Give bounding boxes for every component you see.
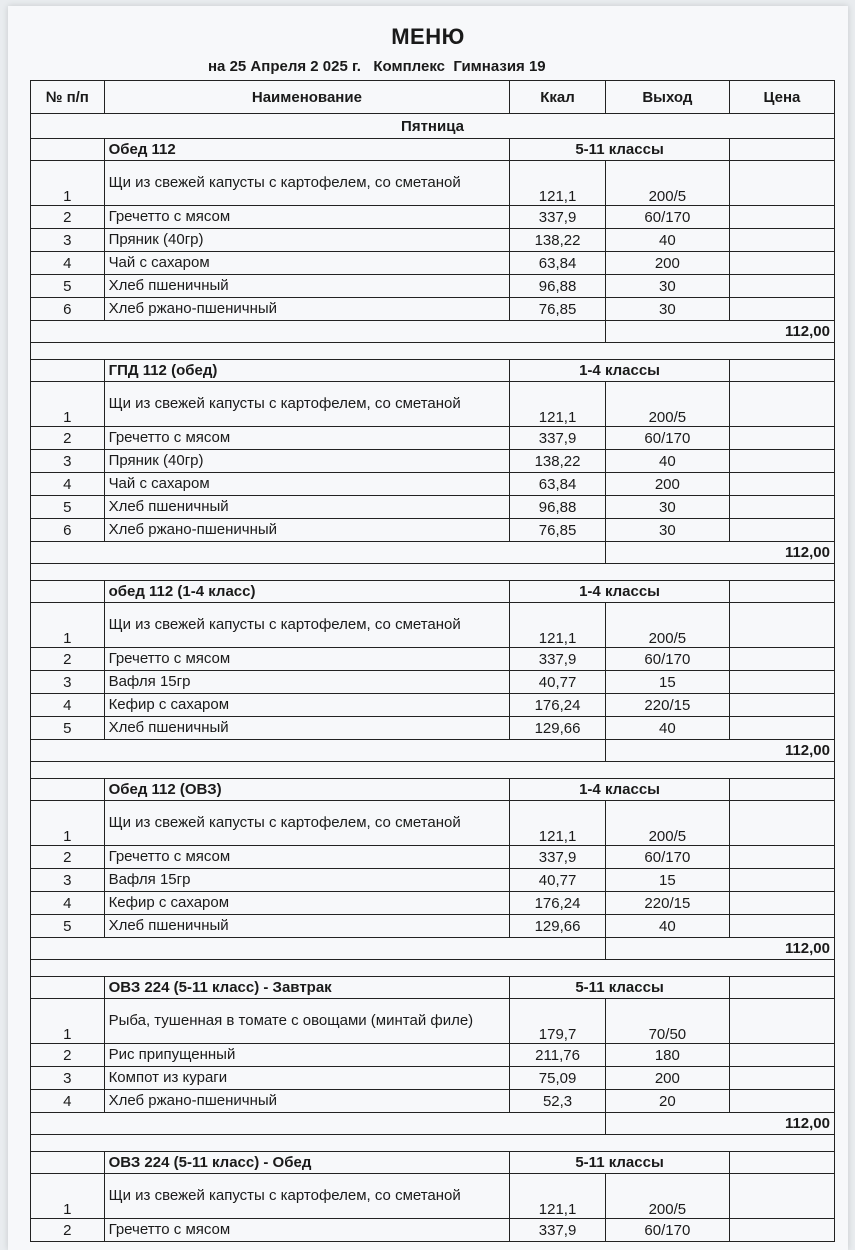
menu-item-row [31,1090,835,1113]
item-kcal: 121,1 [510,161,606,206]
item-output: 200/5 [605,1174,729,1219]
section-spacer-cell [31,977,105,999]
item-price [729,427,834,450]
menu-item-row [31,648,835,671]
item-name: Вафля 15гр [104,671,510,694]
item-number: 3 [31,869,105,892]
item-kcal: 52,3 [510,1090,606,1113]
section-price-cell [729,139,834,161]
item-price [729,206,834,229]
item-number: 4 [31,1090,105,1113]
item-price [729,1044,834,1067]
item-name: Хлеб пшеничный [104,275,510,298]
item-output: 200/5 [605,161,729,206]
item-kcal: 40,77 [510,671,606,694]
item-output: 220/15 [605,694,729,717]
item-output: 40 [605,229,729,252]
item-kcal: 211,76 [510,1044,606,1067]
item-kcal: 337,9 [510,648,606,671]
item-name: Хлеб пшеничный [104,496,510,519]
menu-item-row [31,1219,835,1242]
item-name: Хлеб пшеничный [104,915,510,938]
header-output: Выход [605,81,729,114]
item-name: Гречетто с мясом [104,427,510,450]
item-kcal: 337,9 [510,206,606,229]
menu-item-row [31,427,835,450]
section-gap-row [31,564,835,581]
menu-item-row [31,1044,835,1067]
header-num: № п/п [31,81,105,114]
item-price [729,496,834,519]
menu-item-row [31,869,835,892]
total-spacer-cell [31,542,606,564]
item-number: 4 [31,892,105,915]
header-price: Цена [729,81,834,114]
section-header-row [31,360,835,382]
item-price [729,229,834,252]
section-classes: 1-4 классы [510,779,730,801]
item-kcal: 121,1 [510,603,606,648]
section-title: Обед 112 (ОВЗ) [104,779,510,801]
item-output: 60/170 [605,1219,729,1242]
header-name: Наименование [104,81,510,114]
item-price [729,252,834,275]
section-spacer-cell [31,779,105,801]
item-name: Щи из свежей капусты с картофелем, со сметаной [104,603,510,648]
item-name: Гречетто с мясом [104,648,510,671]
item-price [729,915,834,938]
item-number: 6 [31,298,105,321]
item-number: 1 [31,382,105,427]
item-kcal: 138,22 [510,450,606,473]
item-output: 200/5 [605,382,729,427]
section-total: 112,00 [605,321,834,343]
table-header-row [31,81,835,114]
total-spacer-cell [31,1113,606,1135]
item-price [729,298,834,321]
item-number: 3 [31,671,105,694]
item-kcal: 96,88 [510,496,606,519]
gap-cell [31,960,835,977]
item-number: 5 [31,915,105,938]
item-name: Рис припущенный [104,1044,510,1067]
item-price [729,892,834,915]
section-total-row [31,740,835,762]
item-number: 1 [31,1174,105,1219]
section-total-row [31,542,835,564]
section-title: Обед 112 [104,139,510,161]
item-price [729,1067,834,1090]
section-gap-row [31,762,835,779]
item-number: 2 [31,846,105,869]
section-total: 112,00 [605,1113,834,1135]
item-number: 1 [31,161,105,206]
item-name: Пряник (40гр) [104,450,510,473]
item-kcal: 129,66 [510,717,606,740]
item-price [729,1219,834,1242]
item-name: Хлеб ржано-пшеничный [104,519,510,542]
item-number: 2 [31,427,105,450]
section-price-cell [729,360,834,382]
section-total-row [31,321,835,343]
item-output: 70/50 [605,999,729,1044]
section-header-row [31,779,835,801]
menu-item-row [31,161,835,206]
item-name: Кефир с сахаром [104,694,510,717]
menu-item-row [31,801,835,846]
item-output: 30 [605,275,729,298]
item-number: 1 [31,801,105,846]
item-kcal: 337,9 [510,1219,606,1242]
item-kcal: 121,1 [510,801,606,846]
menu-item-row [31,382,835,427]
item-name: Компот из кураги [104,1067,510,1090]
item-number: 6 [31,519,105,542]
section-title: ОВЗ 224 (5-11 класс) - Обед [104,1152,510,1174]
menu-item-row [31,496,835,519]
gap-cell [31,1135,835,1152]
item-name: Кефир с сахаром [104,892,510,915]
item-output: 15 [605,869,729,892]
section-total: 112,00 [605,938,834,960]
item-name: Гречетто с мясом [104,846,510,869]
item-number: 4 [31,694,105,717]
item-kcal: 176,24 [510,892,606,915]
menu-table [30,80,835,1242]
item-number: 4 [31,473,105,496]
item-output: 200/5 [605,603,729,648]
item-name: Рыба, тушенная в томате с овощами (минтай филе) [104,999,510,1044]
item-kcal: 176,24 [510,694,606,717]
section-classes: 1-4 классы [510,360,730,382]
section-total-row [31,938,835,960]
gap-cell [31,564,835,581]
item-kcal: 63,84 [510,473,606,496]
item-kcal: 179,7 [510,999,606,1044]
item-number: 5 [31,717,105,740]
section-gap-row [31,1135,835,1152]
header-kcal: Ккал [510,81,606,114]
day-label: Пятница [31,114,835,139]
item-kcal: 96,88 [510,275,606,298]
item-name: Вафля 15гр [104,869,510,892]
item-price [729,473,834,496]
item-number: 3 [31,1067,105,1090]
section-spacer-cell [31,360,105,382]
section-total: 112,00 [605,740,834,762]
item-name: Хлеб ржано-пшеничный [104,1090,510,1113]
item-name: Хлеб пшеничный [104,717,510,740]
item-number: 2 [31,1044,105,1067]
gap-cell [31,762,835,779]
item-output: 60/170 [605,846,729,869]
item-price [729,671,834,694]
item-name: Пряник (40гр) [104,229,510,252]
item-kcal: 75,09 [510,1067,606,1090]
item-number: 1 [31,999,105,1044]
item-price [729,694,834,717]
menu-sheet [8,6,848,1250]
menu-item-row [31,892,835,915]
menu-item-row [31,999,835,1044]
menu-item-row [31,603,835,648]
item-output: 30 [605,496,729,519]
total-spacer-cell [31,321,606,343]
section-header-row [31,139,835,161]
menu-item-row [31,252,835,275]
item-name: Щи из свежей капусты с картофелем, со сметаной [104,801,510,846]
item-kcal: 337,9 [510,427,606,450]
item-kcal: 76,85 [510,298,606,321]
item-output: 200/5 [605,801,729,846]
section-header-row [31,1152,835,1174]
item-output: 40 [605,717,729,740]
item-price [729,275,834,298]
page-subtitle: на 25 Апреля 2 025 г. Комплекс Гимназия 19 [208,58,546,75]
section-price-cell [729,977,834,999]
section-spacer-cell [31,1152,105,1174]
item-price [729,161,834,206]
item-kcal: 121,1 [510,382,606,427]
item-output: 40 [605,915,729,938]
menu-item-row [31,694,835,717]
section-header-row [31,977,835,999]
item-price [729,869,834,892]
item-price [729,846,834,869]
section-title: ОВЗ 224 (5-11 класс) - Завтрак [104,977,510,999]
item-number: 5 [31,275,105,298]
section-total: 112,00 [605,542,834,564]
item-kcal: 129,66 [510,915,606,938]
item-number: 4 [31,252,105,275]
item-name: Щи из свежей капусты с картофелем, со сметаной [104,161,510,206]
item-output: 30 [605,298,729,321]
section-gap-row [31,343,835,360]
item-name: Гречетто с мясом [104,1219,510,1242]
section-price-cell [729,1152,834,1174]
menu-item-row [31,275,835,298]
menu-item-row [31,1067,835,1090]
item-number: 3 [31,229,105,252]
menu-item-row [31,206,835,229]
item-name: Чай с сахаром [104,252,510,275]
menu-item-row [31,519,835,542]
total-spacer-cell [31,938,606,960]
section-classes: 5-11 классы [510,139,730,161]
item-price [729,519,834,542]
item-price [729,450,834,473]
section-spacer-cell [31,139,105,161]
item-price [729,603,834,648]
item-kcal: 40,77 [510,869,606,892]
item-output: 40 [605,450,729,473]
menu-item-row [31,298,835,321]
item-output: 200 [605,252,729,275]
item-name: Щи из свежей капусты с картофелем, со сметаной [104,382,510,427]
item-output: 180 [605,1044,729,1067]
page-title: МЕНЮ [391,24,465,49]
item-name: Хлеб ржано-пшеничный [104,298,510,321]
item-number: 5 [31,496,105,519]
item-output: 15 [605,671,729,694]
section-title: ГПД 112 (обед) [104,360,510,382]
item-number: 1 [31,603,105,648]
section-spacer-cell [31,581,105,603]
item-number: 3 [31,450,105,473]
item-kcal: 63,84 [510,252,606,275]
item-price [729,717,834,740]
item-price [729,1174,834,1219]
menu-item-row [31,473,835,496]
item-number: 2 [31,206,105,229]
section-classes: 1-4 классы [510,581,730,603]
item-output: 60/170 [605,427,729,450]
menu-item-row [31,846,835,869]
item-output: 60/170 [605,648,729,671]
section-classes: 5-11 классы [510,977,730,999]
item-output: 60/170 [605,206,729,229]
item-name: Щи из свежей капусты с картофелем, со сметаной [104,1174,510,1219]
section-price-cell [729,581,834,603]
item-kcal: 76,85 [510,519,606,542]
menu-item-row [31,671,835,694]
section-gap-row [31,960,835,977]
item-price [729,1090,834,1113]
item-name: Гречетто с мясом [104,206,510,229]
gap-cell [31,343,835,360]
menu-item-row [31,1174,835,1219]
item-output: 200 [605,473,729,496]
section-price-cell [729,779,834,801]
item-number: 2 [31,1219,105,1242]
item-output: 200 [605,1067,729,1090]
item-price [729,999,834,1044]
item-kcal: 337,9 [510,846,606,869]
section-classes: 5-11 классы [510,1152,730,1174]
item-kcal: 138,22 [510,229,606,252]
item-price [729,801,834,846]
item-output: 220/15 [605,892,729,915]
item-number: 2 [31,648,105,671]
item-output: 20 [605,1090,729,1113]
item-output: 30 [605,519,729,542]
section-total-row [31,1113,835,1135]
menu-item-row [31,450,835,473]
menu-item-row [31,717,835,740]
total-spacer-cell [31,740,606,762]
item-price [729,382,834,427]
section-title: обед 112 (1-4 класс) [104,581,510,603]
item-kcal: 121,1 [510,1174,606,1219]
item-name: Чай с сахаром [104,473,510,496]
section-header-row [31,581,835,603]
item-price [729,648,834,671]
day-row [31,114,835,139]
menu-item-row [31,915,835,938]
menu-item-row [31,229,835,252]
